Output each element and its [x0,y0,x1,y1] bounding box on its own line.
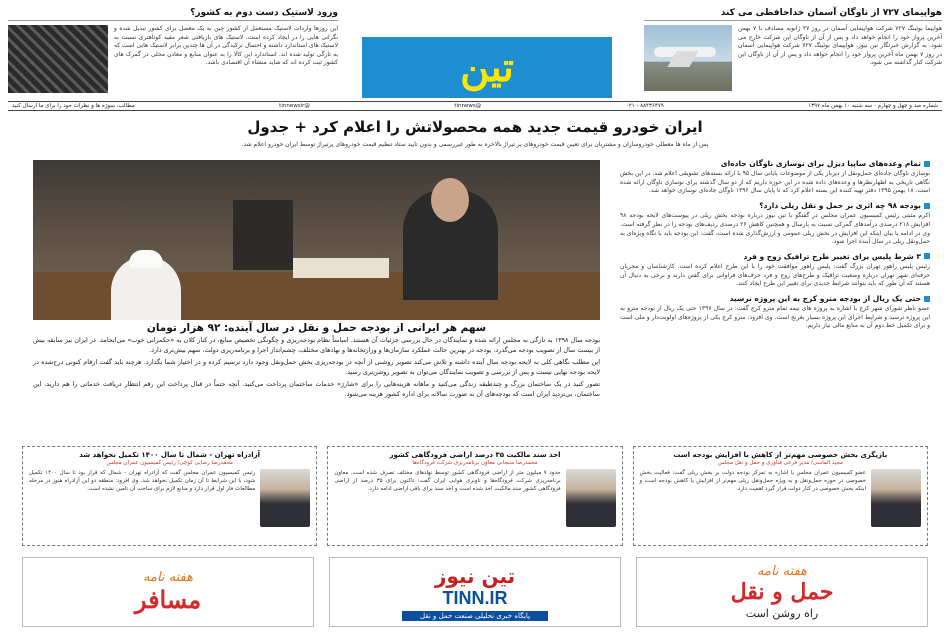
bottom-boxes [22,446,928,546]
ad-tinn[interactable] [329,557,621,627]
photo-caption: سهم هر ایرانی از بودجه حمل و نقل در سال آینده: ۹۲ هزار تومان [146,322,487,334]
ad-hamlonaghl[interactable] [636,557,928,627]
interview-box [633,446,928,546]
ad-mosafer[interactable] [22,557,314,627]
box-text: عضو کمیسیون عمران مجلس با اشاره به تمرکز بودجه دولت بر بخش ریلی گفت: فعالیت بخش خصوصی در حوزه حمل‌ونقل و به ویژه حمل‌ونقل ریلی مهم‌تر از افزایش یا کاهش بودجه است و اینکه بخش خصوصی در کنار دولت قرار گیرد اهمیت دارد. [639,470,866,492]
main-article-body [33,336,600,403]
ad-mosafer-line1: هفته نامه [143,570,193,585]
news-item-title: حتی یک ریال از بودجه مترو کرج به این پروژه نرسید [729,294,921,304]
square-bullet-icon [924,253,930,259]
airplane-photo [644,25,732,91]
box-text: حدود ۷ میلیون متر از اراضی فرودگاهی کشور توسط نهادهای مختلف تصرف شده است. معاون برنامه‌ریزی شرکت فرودگاه‌ها و ناوبری هوایی ایران گفت: تاکنون برای ۳۵ درصد از اراضی فرودگاهی کشور سند مالکیت اخذ شده است و اخذ سند برای باقی اراضی ادامه دارد. [334,470,561,492]
top-right-story [644,8,942,104]
ad-hamlonaghl-line2: حمل و نقل [730,579,834,605]
tire-photo [8,25,108,93]
news-item [620,201,930,247]
advertisement-row [22,557,928,627]
top-right-story-text: هواپیما بوئینگ ۷۲۷ شرکت هواپیمایی آسمان در روز ۲۷ ژانویه مصادف با ۷ بهمن آخرین پرواز خود را انجام خواهد داد و پس از آن از ناوگان این شرکت خارج می شود. به گزارش خبرنگار تین نیوز، هواپیمای بوئینگ ۷۲۷ شرکت هواپیمایی آسمان در روز ۷ بهمن ماه آخرین پرواز خود را انجام خواهد داد و پس از آن از ناوگان این شرکت کنار گذاشته می شود. [738,25,943,66]
logo-text: تین [460,44,514,91]
budget-handover-photo [33,160,600,320]
top-left-story-text: این روزها واردات لاستیک مستعمل از کشور چین به یک معضل برای کشور تبدیل شده و نگرانی هایی را در ایجاد کرده است. لاستیک های بازیافتی شعر مفید کوتاهتری نسبت به لاستیک های استاندارد داشته و احتمال ترکیدگی در آن ها چندین برابر لاستیک هایی است که به تازگی تولید شده اند. استاندارد این کالا را به عنوان منابع و معادن محلی در گمرک های کشور ثبت کرده اند که شاید منشاء آن اقتصادی باشد. [114,25,338,66]
news-item-text: اکرم مثبتی رئیس کمیسیون عمران مجلس در گفتگو با تین نیوز درباره بودجه بخش ریلی در پیوست‌های لایحه بودجه ۹۸ افزایش ۲۱۸ درصدی درآمدهای گمرکی نسبت به پارسال و همچنین کاهش ۲۶ درصدی ردیف‌های بودجه را در نظر گرفته است. وی در ادامه با بیان اینکه این افزایش در بخش ریلی عمومی و ارزش‌گذاری شده است، گفت: این بودجه باید با نگاه ویژه‌ای به حمل‌ونقل ریلی در سال آینده اجرا شود. [620,212,930,246]
right-column [620,159,930,336]
top-left-story [8,8,338,104]
info-bar [8,101,942,111]
instagram-handle: @tinnewsir [279,103,310,109]
top-right-story-title: هواپیمای ۷۲۷ از ناوگان آسمان خداحافظی می کند [644,8,942,21]
square-bullet-icon [924,296,930,302]
phone-number: ۸۸۴۳۶۴۷۹ - ۰۲۱ [625,103,664,109]
ad-tinn-line3: پایگاه خبری تحلیلی صنعت حمل و نقل [402,611,548,621]
article-paragraph: تصور کنید در یک ساختمان بزرگ و چندطبقه زندگی می‌کنید و ماهانه هزینه‌هایی را برای «شارژ» خدمات ساختمان پرداخت می‌کنید. آنچه حتماً در قبال پرداخت این رقم انتظار دریافت خدماتی را هم دارید. این ساختمان، بی‌تردید ایران است که بودجه‌های آن به صورت سالانه برای اداره کشور هزینه می‌شود. [33,380,600,398]
news-item-title: ۳ شرط پلیس برای تغییر طرح ترافیک زوج و فرد [743,251,921,261]
box-title: اخذ سند مالکیت ۳۵ درصد اراضی فرودگاهی کشور [389,451,561,459]
top-left-story-title: ورود لاستیک دست دوم به کشور؟ [8,8,338,21]
ad-hamlonaghl-line1: هفته نامه [757,564,807,579]
box-subtitle: محمدرضا رضایی کوچی/ رئیس کمیسیون عمران مجلس [106,460,233,466]
news-item-text: رئیس پلیس راهور تهران بزرگ گفت: پلیس راهور موافقت خود را با این طرح اعلام کرده است. کارشناسان و مجریان حرفه‌ای شهر تهران درباره وضعیت ترافیک و طرح‌های زوج و فرد حرف‌های فراوانی برای گفتن دارند و برخی به دنبال آن هستند که آن طور که باید بتوانند شرایط جدیدی برای تغییر این طرح ایجاد کنند. [620,262,930,288]
issue-info: شماره صد و چهل و چهارم - سه شنبه ۱۰ بهمن ماه ۱۳۹۷ [808,103,938,109]
box-subtitle: مجید الماسی/ مدیر فرعی فناوری و حمل و نقل مجلس [717,460,843,466]
ad-hamlonaghl-line3: راه روشن است [745,607,819,620]
main-subheadline: پس از ماه ها معطلی خودروسازان و مشتریان برای تعیین قیمت خودروهای پر تیراژ بالاخره به طور غیررسمی و بدون تأیید ستاد تنظیم قیمت خودروهای پرتیراژ توسط ایران خودرو اعلام شد. [241,141,709,148]
square-bullet-icon [924,203,930,209]
interview-box [22,446,317,546]
box-title: بازیگری بخش خصوصی مهم‌تر از کاهش یا افزایش بودجه است [673,451,888,459]
telegram-handle: @tinnews [454,103,482,109]
masthead-logo [362,37,612,98]
portrait-photo [566,469,616,527]
news-item-title: بودجه ۹۸ چه اثری بر حمل و نقل ریلی دارد؟ [759,201,921,211]
portrait-photo [871,469,921,527]
news-item-text: عضو ناظر شورای شهر کرج با اشاره به پروژه های نیمه تمام مترو کرج گفت: در سال ۱۳۹۷ حتی یک ریال از بودجه مترو به این پروژه نرسید و شرایط اجرای این پروژه بسیار بغرنج است. وی افزود: مترو کرج یکی از پروژه‌های اولویت‌دار و ملی است و برای تکمیل خط دوم آن به منابع مالی نیاز داریم. [620,305,930,330]
portrait-photo [260,469,310,527]
ad-tinn-line1: تین نیوز [434,563,516,588]
news-item-title: تمام وعده‌های ساپیا دیزل برای نوسازی ناوگان جاده‌ای [720,159,921,168]
interview-box [327,446,622,546]
main-headline: ایران خودرو قیمت جدید همه محصولاتش را اعلام کرد + جدول [247,118,703,136]
article-paragraph: بودجه سال ۱۳۹۸ به تازگی به مجلس ارائه شده و نمایندگان در حال بررسی جزئیات آن هستند. اساساً نظام بودجه‌ریزی و چگونگی تخصیص منابع، در کنار کلان به «حکمرانی خوب» می‌انجامد. در ایران نیز سابقه بیش از بیست سال از تصویب بودجه می‌گذرد. بودجه در بهترین حالت عملکرد سازمان‌ها و وزارتخانه‌ها و نهادهای مختلف، چشم‌انداز اجرا و برنامه‌ریزی دولت، سهم بیش‌تری دارد. [33,336,600,354]
header [0,0,950,112]
slogan: مطالب، سوژه ها و نظرات خود را برای ما ارسال کنید [12,103,135,109]
news-item [620,294,930,331]
box-text: رئیس کمیسیون عمران مجلس گفت که آزادراه تهران - شمال که قرار بود تا سال ۱۴۰۰ تکمیل شود، با این شرایط تا آن زمان تکمیل نخواهد شد. وی افزود: منطقه دو این آزادراه هنوز در مرحله مطالعات فاز اول قرار دارد و منابع لازم برای ساخت آن تامین نشده است. [29,470,256,492]
article-paragraph: این مطلب نگاهی کلی به لایحه بودجه سال آینده داشته و تلاش می‌کند تصویر روشنی از آنچه در بودجه‌ریزی بخش حمل‌ونقل وجود دارد ترسیم کرده و در اختیار شما بگذارد. هرچند باید گفت ارقام کنونی درج‌شده در لایحه بودجه نهایی نیست و پس از بررسی و تصویب نمایندگان می‌توان به تصویر روشن‌تری رسید. [33,358,600,376]
box-title: آزادراه تهران - شمال تا سال ۱۴۰۰ تکمیل نخواهد شد [79,451,261,459]
square-bullet-icon [924,161,930,167]
news-item [620,159,930,196]
ad-mosafer-line2: مسافر [134,585,202,614]
news-item [620,252,930,289]
box-subtitle: محمدرضا سبحانی معاون برنامه‌ریزی شرکت فرودگاه‌ها [412,460,538,466]
ad-tinn-line2: TINN.IR [442,587,508,608]
news-item-text: نوسازی ناوگان جاده‌ای حمل‌ونقل از دیرباز یکی از موضوعات پایانی سال ۹۵ با ارائه بسته‌های تشویقی اعلام شد. در این بخش نگاهی تاریخی به اظهارنظرها و وعده‌های داده شده در این حوزه داریم که از دو سال گذشته برای نوسازی ناوگان ارائه شده است. ۱۸ بهمن ۱۳۹۵ دفتر تهیه کننده این بسته اعلام کرد که تا پایان سال ۱۳۹۶ ناوگان جاده‌ای نوسازی خواهد شد. [620,170,930,195]
